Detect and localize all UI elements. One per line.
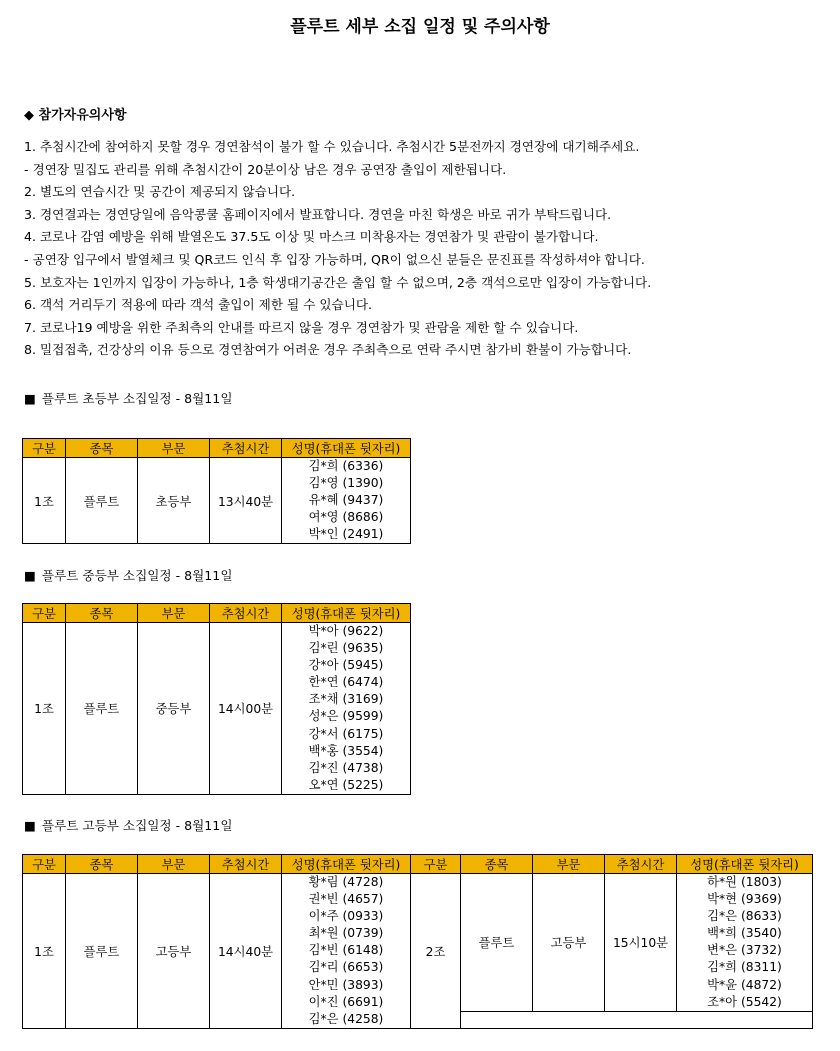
square-bullet-icon: ■ <box>24 568 36 583</box>
participant-name: 김*리 (6653) <box>308 960 384 975</box>
names-cell <box>282 623 411 795</box>
col-header-draw-time: 추첨시간 <box>210 439 282 458</box>
names-cell <box>677 874 813 1012</box>
col-header-name: 성명(휴대폰 뒷자리) <box>677 855 813 874</box>
col-header-event: 종목 <box>66 855 138 874</box>
notice-item: 6. 객석 거리두기 적용에 따라 객석 출입이 제한 될 수 있습니다. <box>24 297 373 313</box>
table-row <box>23 623 411 795</box>
schedule-table-high <box>22 854 813 1029</box>
time-cell: 14시40분 <box>210 874 282 1029</box>
col-header-draw-time: 추첨시간 <box>210 604 282 623</box>
col-header-event: 종목 <box>66 604 138 623</box>
participant-name: 김*희 (8311) <box>707 960 782 975</box>
event-cell: 플루트 <box>66 874 138 1029</box>
participant-name: 황*림 (4728) <box>308 875 384 889</box>
section-heading-high <box>24 815 233 834</box>
col-header-name: 성명(휴대폰 뒷자리) <box>282 439 411 458</box>
division-cell: 고등부 <box>138 874 210 1029</box>
participant-name: 한*연 (6474) <box>308 675 384 690</box>
section-heading-middle <box>24 565 233 584</box>
participant-name: 강*서 (6175) <box>308 726 384 741</box>
table-row <box>23 874 813 1012</box>
col-header-group: 구분 <box>23 855 66 874</box>
notice-item: 2. 별도의 연습시간 및 공간이 제공되지 않습니다. <box>24 184 296 200</box>
time-cell: 14시00분 <box>210 623 282 795</box>
division-cell: 초등부 <box>138 458 210 544</box>
participant-name: 박*윤 (4872) <box>707 977 782 992</box>
col-header-division: 부문 <box>138 604 210 623</box>
notice-item: 8. 밀접접촉, 건강상의 이유 등으로 경연참여가 어려운 경우 주최측으로 연락 주시면 참가비 환불이 가능합니다. <box>24 342 632 358</box>
participant-name: 김*린 (9635) <box>308 641 384 656</box>
participant-name: 권*빈 (4657) <box>308 892 384 907</box>
notice-item: 7. 코로나19 예방을 위한 주최측의 안내를 따르지 않을 경우 경연참가 및 관람을 제한 할 수 있습니다. <box>24 319 579 335</box>
participant-name: 백*홍 (3554) <box>308 743 384 758</box>
col-header-name: 성명(휴대폰 뒷자리) <box>282 855 411 874</box>
participant-name: 김*진 (4738) <box>308 760 384 775</box>
empty-cell <box>461 1011 813 1028</box>
participant-name: 김*빈 (6148) <box>308 943 384 958</box>
col-header-group: 구분 <box>411 855 461 874</box>
group-cell: 1조 <box>23 623 66 795</box>
group-cell: 1조 <box>23 874 66 1029</box>
col-header-division: 부문 <box>138 855 210 874</box>
col-header-division: 부문 <box>533 855 605 874</box>
participant-name: 김*은 (8633) <box>707 909 782 924</box>
event-cell: 플루트 <box>461 874 533 1012</box>
participant-name: 이*주 (0933) <box>308 909 384 924</box>
section-title: 플루트 중등부 소집일정 - 8월11일 <box>41 568 233 583</box>
participant-name: 성*은 (9599) <box>308 709 384 724</box>
page-title: 플루트 세부 소집 일정 및 주의사항 <box>290 17 550 37</box>
event-cell: 플루트 <box>66 623 138 795</box>
event-cell: 플루트 <box>66 458 138 544</box>
participant-name: 김*은 (4258) <box>308 1011 384 1026</box>
col-header-draw-time: 추첨시간 <box>605 855 677 874</box>
table-row <box>23 458 411 544</box>
col-header-event: 종목 <box>66 439 138 458</box>
participant-name: 안*민 (3893) <box>308 977 384 992</box>
participant-name: 오*연 (5225) <box>308 777 384 792</box>
group-cell: 1조 <box>23 458 66 544</box>
notice-item: 1. 추첨시간에 참여하지 못할 경우 경연참석이 불가 할 수 있습니다. 추첨시간 5분전까지 경연장에 대기해주세요. <box>24 139 640 154</box>
col-header-event: 종목 <box>461 855 533 874</box>
time-cell: 15시10분 <box>605 874 677 1012</box>
notice-item: 4. 코로나 감염 예방을 위해 발열온도 37.5도 이상 및 마스크 미착용자는 경연참가 및 관람이 불가합니다. <box>24 229 599 245</box>
division-cell: 중등부 <box>138 623 210 795</box>
table-header-row <box>23 439 411 458</box>
col-header-name: 성명(휴대폰 뒷자리) <box>282 604 411 623</box>
participant-name: 유*혜 (9437) <box>308 493 384 508</box>
table-header-row <box>23 604 411 623</box>
notice-heading: ◆ 참가자유의사항 <box>24 108 127 123</box>
col-header-division: 부문 <box>138 439 210 458</box>
group-cell: 2조 <box>411 874 461 1029</box>
notice-item: 3. 경연결과는 경연당일에 음악콩쿨 홈페이지에서 발표합니다. 경연을 마친 학생은 바로 귀가 부탁드립니다. <box>24 206 612 222</box>
notice-item: - 경연장 밀집도 관리를 위해 추첨시간이 20분이상 남은 경우 공연장 출입이 제한됩니다. <box>24 161 507 177</box>
col-header-draw-time: 추첨시간 <box>210 855 282 874</box>
notice-list <box>24 136 824 362</box>
square-bullet-icon: ■ <box>24 391 36 406</box>
participant-name: 박*아 (9622) <box>308 624 384 638</box>
participant-name: 강*아 (5945) <box>308 658 384 673</box>
participant-name: 박*인 (2491) <box>308 527 384 542</box>
participant-name: 하*원 (1803) <box>707 875 782 889</box>
col-header-group: 구분 <box>23 604 66 623</box>
square-bullet-icon: ■ <box>24 818 36 833</box>
section-title: 플루트 초등부 소집일정 - 8월11일 <box>41 391 233 406</box>
participant-name: 김*영 (1390) <box>308 476 384 491</box>
participant-name: 김*희 (6336) <box>308 459 384 473</box>
notice-item: - 공연장 입구에서 발열체크 및 QR코드 인식 후 입장 가능하며, QR이 없으신 분들은 문진표를 작성하셔야 합니다. <box>24 251 645 267</box>
participant-name: 조*채 (3169) <box>308 692 384 707</box>
names-cell <box>282 874 411 1029</box>
participant-name: 조*아 (5542) <box>707 994 782 1009</box>
participant-name: 변*은 (3732) <box>707 943 782 958</box>
names-cell <box>282 458 411 544</box>
section-heading-elementary <box>24 388 233 407</box>
col-header-group: 구분 <box>23 439 66 458</box>
schedule-table-middle <box>22 603 411 795</box>
participant-name: 최*원 (0739) <box>308 926 384 941</box>
participant-name: 여*영 (8686) <box>308 510 384 525</box>
notice-item: 5. 보호자는 1인까지 입장이 가능하나, 1층 학생대기공간은 출입 할 수 없으며, 2층 객석으로만 입장이 가능합니다. <box>24 274 652 290</box>
table-header-row <box>23 855 813 874</box>
participant-name: 이*진 (6691) <box>308 994 384 1009</box>
participant-name: 백*희 (3540) <box>707 926 782 941</box>
time-cell: 13시40분 <box>210 458 282 544</box>
schedule-table-elementary <box>22 438 411 544</box>
section-title: 플루트 고등부 소집일정 - 8월11일 <box>41 818 233 833</box>
participant-name: 박*현 (9369) <box>707 892 782 907</box>
division-cell: 고등부 <box>533 874 605 1012</box>
